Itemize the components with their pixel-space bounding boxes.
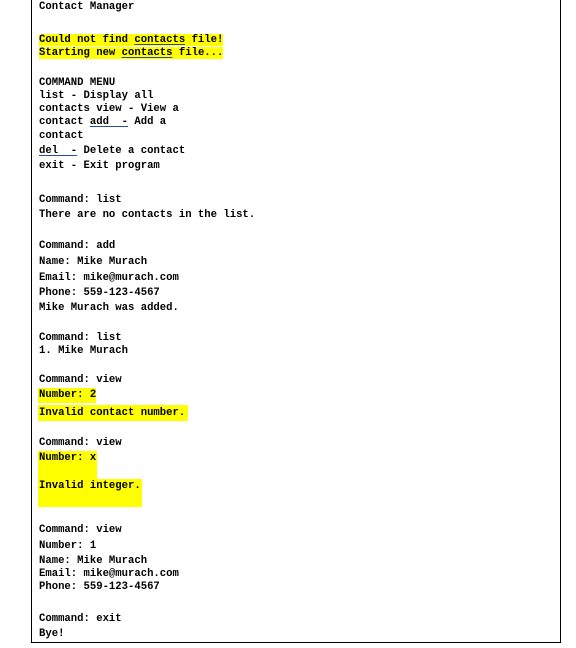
notice-part: file... — [172, 47, 224, 59]
notice-line-2 — [39, 47, 223, 60]
notice-line-1 — [39, 34, 223, 47]
menu-part: Delete a contact — [77, 145, 186, 157]
session-line: Number: x — [39, 452, 97, 464]
session-line: Email: mike@murach.com — [39, 272, 179, 284]
session-line: Number: 1 — [39, 540, 97, 552]
session-line: Command: list — [39, 332, 122, 344]
notice-filename: contacts — [121, 47, 173, 59]
session-line: Mike Murach was added. — [39, 302, 179, 314]
session-line: Command: exit — [39, 613, 122, 625]
menu-heading: COMMAND MENU — [39, 77, 116, 89]
menu-line: list - Display all — [39, 90, 154, 102]
menu-line: contact — [39, 130, 84, 142]
menu-line — [39, 116, 166, 129]
session-line: Command: list — [39, 194, 122, 206]
session-line: Command: view — [39, 437, 122, 449]
notice-part: Could not find — [39, 34, 135, 46]
menu-part: contact — [39, 116, 90, 128]
session-line: There are no contacts in the list. — [39, 209, 256, 221]
session-line: Invalid contact number. — [39, 407, 186, 419]
notice-part: file! — [185, 34, 224, 46]
session-line: Command: view — [39, 374, 122, 386]
app-title: Contact Manager — [39, 1, 135, 13]
session-line: Invalid integer. — [39, 480, 141, 492]
menu-line: exit - Exit program — [39, 160, 160, 172]
notice-part: Starting new — [39, 47, 122, 59]
session-line: 1. Mike Murach — [39, 345, 129, 357]
menu-line — [39, 145, 185, 158]
menu-command-del: del - — [39, 145, 78, 157]
session-line: Bye! — [39, 628, 65, 640]
menu-command-add: add - — [89, 116, 129, 128]
session-line: Name: Mike Murach — [39, 256, 148, 268]
session-line: Phone: 559-123-4567 — [39, 581, 160, 593]
session-line: Number: 2 — [39, 389, 97, 401]
menu-line: contacts view - View a — [39, 103, 179, 115]
notice-filename: contacts — [134, 34, 186, 46]
menu-part: Add a — [128, 116, 167, 128]
session-line: Command: add — [39, 240, 116, 252]
session-line: Command: view — [39, 524, 122, 536]
session-line: Email: mike@murach.com — [39, 568, 179, 580]
session-line: Name: Mike Murach — [39, 555, 148, 567]
session-line: Phone: 559-123-4567 — [39, 287, 160, 299]
